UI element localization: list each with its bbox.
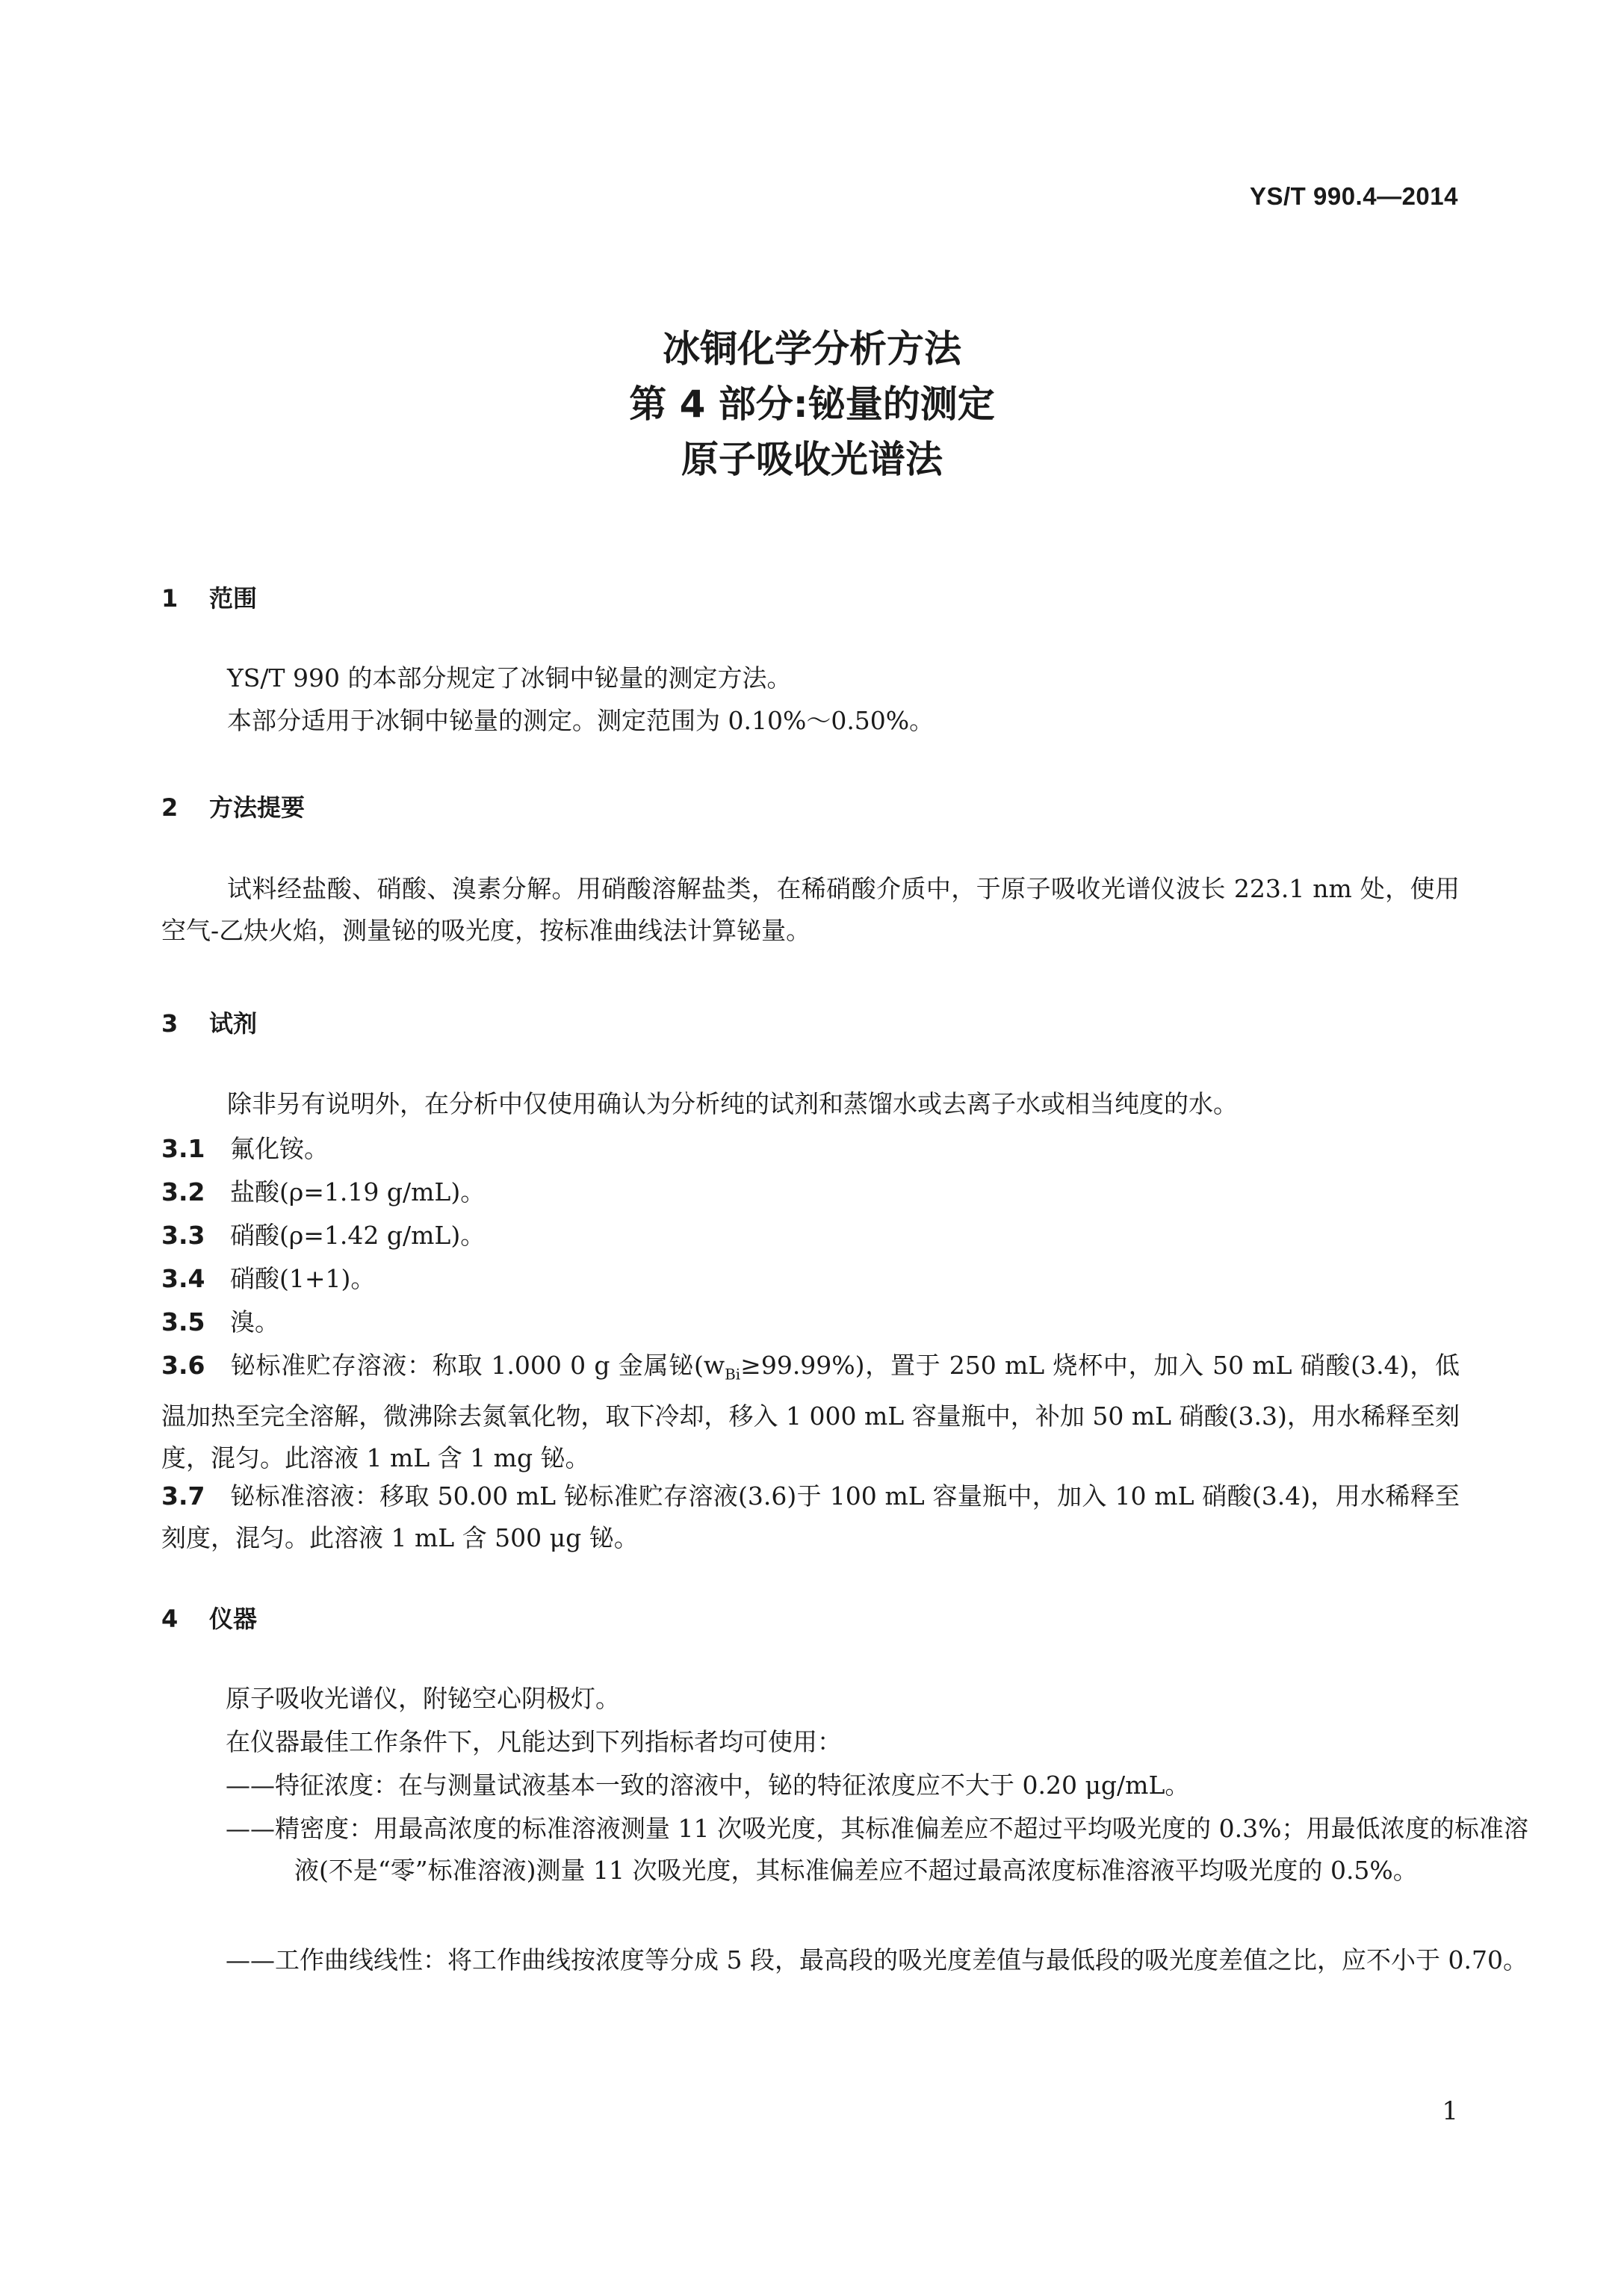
section-2-title: 方法提要: [209, 793, 306, 822]
title-line-3: 原子吸收光谱法: [681, 438, 943, 481]
reagent-item: [161, 1475, 1460, 1559]
reagent-text: 盐酸(ρ=1.19 g/mL)。: [230, 1177, 486, 1206]
subscript-text: Bi: [725, 1365, 741, 1384]
section-2-heading: [161, 789, 305, 823]
reagent-text: 硝酸(ρ=1.42 g/mL)。: [230, 1221, 486, 1250]
section-3-heading: [161, 1005, 257, 1039]
reagent-text: 溴。: [230, 1307, 279, 1336]
reagent-text: 硝酸(1+1)。: [230, 1264, 376, 1293]
reagent-item: [161, 1128, 1460, 1170]
section-1-number: 1: [161, 584, 179, 613]
reagent-number: 3.6: [161, 1351, 205, 1380]
reagent-number: 3.2: [161, 1177, 205, 1206]
criterion-item: ——精密度：用最高浓度的标准溶液测量 11 次吸光度，其标准偏差应不超过平均吸光度的 0.3%；用最低浓度的标准溶液(不是“零”标准溶液)测量 11 次吸光度，其标准偏差应不超过最高浓度标准溶液平均吸光度的 0.5%。: [226, 1814, 1528, 1885]
reagent-item: [161, 1301, 1460, 1343]
section-1-heading: [161, 580, 257, 614]
section-4-title: 仪器: [209, 1605, 258, 1633]
title-line-1: 冰铜化学分析方法: [663, 327, 961, 371]
criterion-item: ——特征浓度：在与测量试液基本一致的溶液中，铋的特征浓度应不大于 0.20 μg/mL。: [226, 1771, 1190, 1800]
section-2-number: 2: [161, 793, 179, 822]
section-3-intro: 除非另有说明外，在分析中仅使用确认为分析纯的试剂和蒸馏水或去离子水或相当纯度的水。: [227, 1089, 1238, 1118]
reagent-item: [161, 1171, 1460, 1213]
reagent-number: 3.4: [161, 1264, 205, 1293]
reagent-number: 3.5: [161, 1307, 205, 1336]
reagent-text-continued: ≥99.99%)，置于 250 mL 烧杯中，加入 50 mL 硝酸(3.4)，低温加热至完全溶解，微沸除去氮氧化物，取下冷却，移入 1 000 mL 容量瓶中，补加 50 mL 硝酸(3.3)，用水稀释至刻度，混匀。此溶液 1 mL 含 1 mg 铋。: [161, 1351, 1460, 1472]
section-1-title: 范围: [209, 584, 258, 613]
section-3-title: 试剂: [209, 1009, 258, 1038]
reagent-item: [161, 1345, 1460, 1479]
document-title: [0, 321, 1624, 487]
section-4-paragraph-2: 在仪器最佳工作条件下，凡能达到下列指标者均可使用：: [226, 1727, 842, 1756]
section-4-number: 4: [161, 1605, 179, 1633]
standard-code: YS/T 990.4—2014: [1249, 182, 1458, 210]
reagent-text: 氟化铵。: [230, 1134, 329, 1163]
section-1-paragraph-1: YS/T 990 的本部分规定了冰铜中铋量的测定方法。: [227, 663, 792, 693]
reagent-number: 3.3: [161, 1221, 205, 1250]
section-4-paragraph-1: 原子吸收光谱仪，附铋空心阴极灯。: [226, 1684, 620, 1713]
reagent-text: 铋标准贮存溶液：称取 1.000 0 g 金属铋(w: [230, 1351, 725, 1380]
reagent-number: 3.7: [161, 1481, 205, 1511]
section-1-paragraph-2: 本部分适用于冰铜中铋量的测定。测定范围为 0.10%～0.50%。: [227, 706, 935, 735]
section-3-number: 3: [161, 1009, 179, 1038]
reagent-item: [161, 1215, 1460, 1257]
page-number: 1: [1442, 2096, 1458, 2126]
criterion-item: ——工作曲线线性：将工作曲线按浓度等分成 5 段，最高段的吸光度差值与最低段的吸光度差值之比，应不小于 0.70。: [226, 1945, 1528, 1974]
reagent-number: 3.1: [161, 1134, 205, 1163]
section-2-paragraph: 试料经盐酸、硝酸、溴素分解。用硝酸溶解盐类，在稀硝酸介质中，于原子吸收光谱仪波长 223.1 nm 处，使用空气-乙炔火焰，测量铋的吸光度，按标准曲线法计算铋量。: [161, 874, 1460, 945]
reagent-item: [161, 1258, 1460, 1300]
title-line-2: 第 4 部分:铋量的测定: [629, 382, 995, 426]
section-4-heading: [161, 1600, 257, 1635]
reagent-text: 铋标准溶液：移取 50.00 mL 铋标准贮存溶液(3.6)于 100 mL 容量瓶中，加入 10 mL 硝酸(3.4)，用水稀释至刻度，混匀。此溶液 1 mL 含 500 μg 铋。: [161, 1481, 1460, 1552]
